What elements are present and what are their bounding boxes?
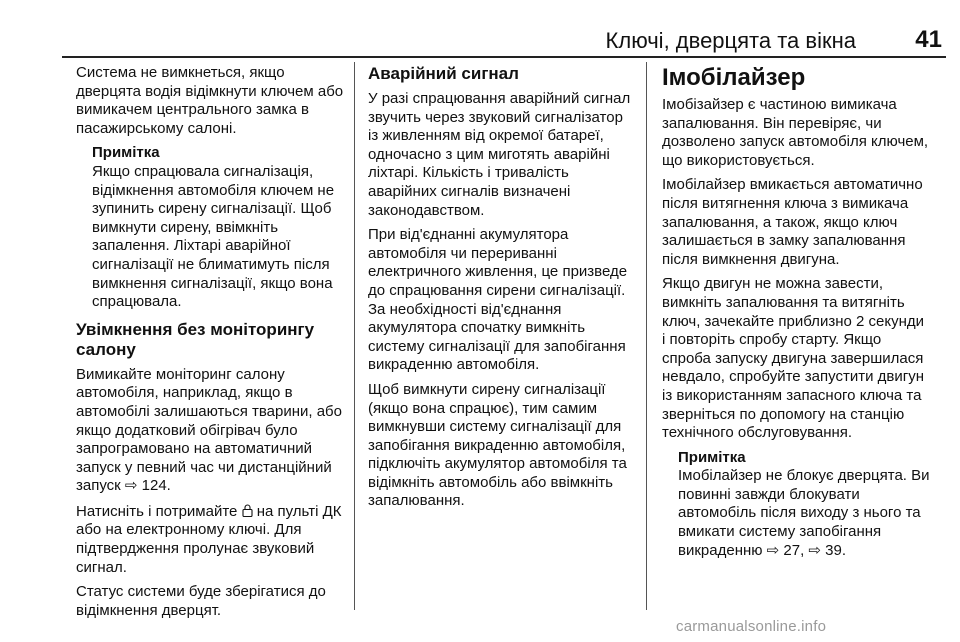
- paragraph-with-icon: [76, 502, 344, 577]
- note-box: [678, 449, 930, 561]
- note-text: Якщо спрацювала сигналізація, відімкнення автомобіля ключем не зупинить сирену сигналізації. Щоб вимкнути сирену, ввімкніть запалення. Ліхтарі аварійної сигналізації не блиматимуть після вимкнення сигналізації, якщо вона спрацювала.: [92, 162, 335, 311]
- header-divider: [62, 56, 946, 58]
- section-title: Імобілайзер: [662, 64, 806, 91]
- column-2: [368, 64, 636, 517]
- paragraph: Щоб вимкнути сирену сигналізації (якщо вона спрацює), тим самим вимкнувши систему сигналізації для запобігання викраденню автомобіля, підключіть акумулятор автомобіля та відімкніть автомобіль або ввімкніть запалювання.: [368, 380, 627, 510]
- column-divider-2: [646, 62, 647, 610]
- column-divider-1: [354, 62, 355, 610]
- section-heading: Увімкнення без моніторингу салону: [76, 319, 315, 359]
- paragraph: Якщо двигун не можна завести, вимкніть запалювання та витягніть ключ, зачекайте приблизно 2 секунди і повторіть спробу старту. Якщо спроба запуску двигуна завершилася невдало, спробуйте запустити двигун із використанням запасного ключа та зверніться по допомогу на станцію технічного обслуговування.: [662, 275, 924, 442]
- intro-paragraph: Система не вимкнеться, якщо дверцята водія відімкнути ключем або вимикачем центрального замка в пасажирському салоні.: [76, 64, 344, 137]
- page-number: 41: [915, 26, 942, 53]
- paragraph: Імобілайзер вмикається автоматично після витягнення ключа з вимикача запалювання, а також, якщо ключ залишається в замку запалювання після вимкнення двигуна.: [662, 176, 923, 268]
- paragraph: Імобізайзер є частиною вимикача запалювання. Він перевіряє, чи дозволено запуск автомобіля ключем, що використовується.: [662, 96, 929, 169]
- note-title: Примітка: [678, 448, 746, 466]
- paragraph-text: Натисніть і потримайте: [76, 502, 238, 520]
- lock-icon: [242, 503, 253, 519]
- page-title: Ключі, дверцята та вікна: [605, 28, 856, 53]
- paragraph: Статус системи буде зберігатися до відімкнення дверцят.: [76, 583, 326, 619]
- paragraph: У разі спрацювання аварійний сигнал звучить через звуковий сигналізатор із живленням від окремої батареї, одночасно з цим миготять аварійні ліхтарі. Кількість і тривалість аварійних сигналів визначені законодавством.: [368, 90, 631, 219]
- watermark: carmanualsonline.info: [676, 618, 827, 635]
- column-3: [662, 64, 930, 566]
- note-text: Імобілайзер не блокує дверцята. Ви повинні завжди блокувати автомобіль після виходу з нього та вмикати систему запобігання викраденню ⇨ 27, ⇨ 39.: [678, 467, 930, 559]
- paragraph-text: на пульті ДК або на електронному ключі. Для підтвердження пролунає звуковий сигнал.: [76, 502, 342, 576]
- note-title: Примітка: [92, 144, 160, 162]
- page-header: [0, 0, 960, 58]
- section-heading: Аварійний сигнал: [368, 64, 519, 83]
- paragraph: Вимикайте моніторинг салону автомобіля, наприклад, якщо в автомобілі залишаються тварини, або якщо додатковий обігрівач було запрограмовано на автоматичний запуск у певний час чи дистанційний запуск ⇨ 124.: [76, 365, 342, 495]
- note-box: [92, 144, 344, 311]
- column-1: [76, 64, 344, 626]
- paragraph: При від'єднанні акумулятора автомобіля чи перериванні електричного живлення, це призведе до спрацювання сирени сигналізації. За необхідності від'єднання акумулятора спочатку вимкніть систему сигналізації для запобігання викраденню автомобіля.: [368, 226, 628, 374]
